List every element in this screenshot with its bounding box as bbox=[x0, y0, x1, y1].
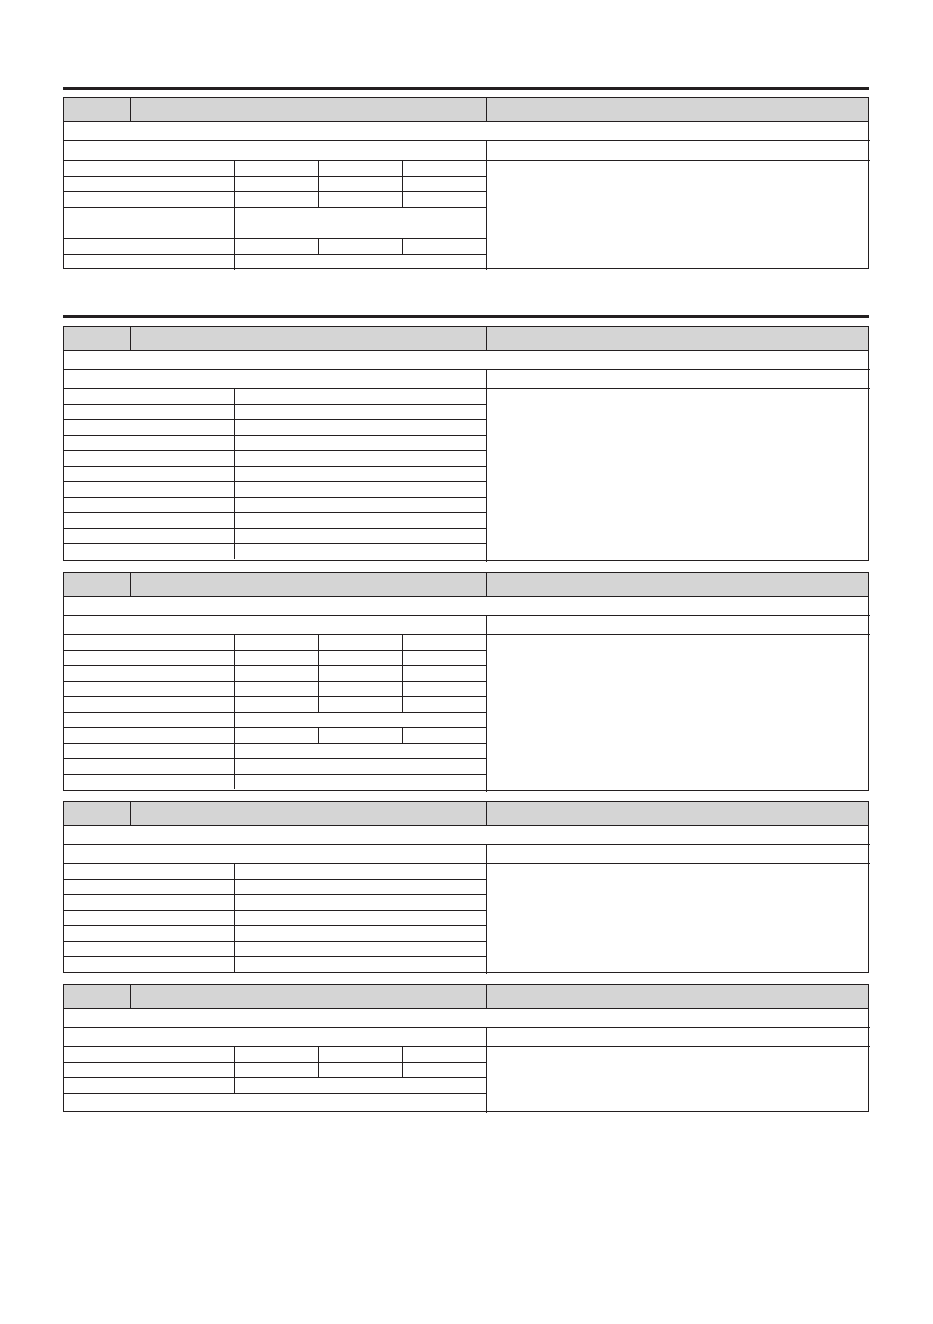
table-3-body-divider bbox=[486, 634, 487, 792]
table-1-row-5-label-divider bbox=[234, 254, 235, 270]
table-5-body-divider bbox=[486, 1046, 487, 1113]
table-4-body-divider bbox=[486, 863, 487, 974]
table-2-header-name bbox=[130, 327, 486, 350]
table-2-header-divider-1 bbox=[130, 327, 131, 350]
table-3-row-6-line bbox=[64, 743, 486, 744]
table-4-row-5-label-divider bbox=[234, 941, 235, 957]
table-3-row-1-label-divider bbox=[234, 650, 235, 666]
table-3-row-3-line bbox=[64, 696, 486, 697]
table-2-row-5-line bbox=[64, 481, 486, 482]
table-3-row-1-value-divider-2 bbox=[402, 650, 403, 666]
table-4-row-3-label-divider bbox=[234, 910, 235, 926]
table-3-row-0-line bbox=[64, 650, 486, 651]
table-2 bbox=[63, 326, 869, 561]
table-5-row-2-label-divider bbox=[234, 1077, 235, 1093]
table-1-row-1-value-divider-1 bbox=[318, 176, 319, 192]
table-4-row-1-line bbox=[64, 894, 486, 895]
table-5-header-name bbox=[130, 985, 486, 1008]
table-1-row-0-line bbox=[64, 176, 486, 177]
table-3-row-7-label-divider bbox=[234, 743, 235, 759]
table-1-sub-row-line bbox=[64, 160, 870, 161]
table-4-row-1-label-divider bbox=[234, 879, 235, 895]
table-2-row-1-line bbox=[64, 419, 486, 420]
table-5-header-divider-2 bbox=[486, 985, 487, 1008]
table-2-body-divider bbox=[486, 388, 487, 562]
table-1-title-row-line bbox=[64, 140, 870, 141]
table-1-row-2-label-divider bbox=[234, 191, 235, 207]
table-2-row-7-label-divider bbox=[234, 497, 235, 513]
table-1-row-2-line bbox=[64, 207, 486, 208]
table-5-row-1-value-divider-1 bbox=[318, 1062, 319, 1078]
table-1-header-divider-2 bbox=[486, 98, 487, 121]
table-3-sub-row-line bbox=[64, 634, 870, 635]
table-2-row-6-line bbox=[64, 497, 486, 498]
table-3-row-3-value-divider-2 bbox=[402, 681, 403, 697]
table-4-sub-row-line bbox=[64, 863, 870, 864]
table-3-header-name bbox=[130, 573, 486, 596]
table-3 bbox=[63, 572, 869, 791]
table-3-row-1-line bbox=[64, 665, 486, 666]
table-3-row-3-value-divider-1 bbox=[318, 681, 319, 697]
table-1-row-2-value-divider-1 bbox=[318, 191, 319, 207]
table-5-header-divider-1 bbox=[130, 985, 131, 1008]
table-5-row-2-line bbox=[64, 1093, 486, 1094]
table-3-header-description bbox=[486, 573, 870, 596]
table-1-row-4-label-divider bbox=[234, 238, 235, 254]
table-5-title-row-line bbox=[64, 1027, 870, 1028]
table-5-row-1-line bbox=[64, 1077, 486, 1078]
table-1-row-3-label-divider bbox=[234, 207, 235, 238]
table-3-row-0-label-divider bbox=[234, 634, 235, 650]
table-5-header-description bbox=[486, 985, 870, 1008]
table-1-row-1-line bbox=[64, 191, 486, 192]
table-4-header-name bbox=[130, 802, 486, 825]
table-2-row-2-label-divider bbox=[234, 419, 235, 435]
table-5-row-0-value-divider-2 bbox=[402, 1046, 403, 1062]
table-1-row-3-line bbox=[64, 238, 486, 239]
table-4-row-4-label-divider bbox=[234, 925, 235, 941]
table-4-row-2-line bbox=[64, 910, 486, 911]
table-2-row-2-line bbox=[64, 435, 486, 436]
table-1-row-4-value-divider-2 bbox=[402, 238, 403, 254]
table-4-header-code bbox=[64, 802, 130, 825]
table-3-title-row-line bbox=[64, 615, 870, 616]
section-1-rule bbox=[63, 87, 869, 90]
table-3-row-2-line bbox=[64, 681, 486, 682]
table-3-sub-row-divider bbox=[486, 615, 487, 634]
table-2-row-0-label-divider bbox=[234, 388, 235, 404]
table-5-row-0-value-divider-1 bbox=[318, 1046, 319, 1062]
table-3-row-9-label-divider bbox=[234, 774, 235, 790]
table-1-row-0-label-divider bbox=[234, 160, 235, 176]
table-2-sub-row-divider bbox=[486, 369, 487, 388]
table-2-row-10-label-divider bbox=[234, 543, 235, 559]
table-5-row-1-value-divider-2 bbox=[402, 1062, 403, 1078]
table-2-sub-row-line bbox=[64, 388, 870, 389]
table-4-header-divider-2 bbox=[486, 802, 487, 825]
table-2-header-code bbox=[64, 327, 130, 350]
table-4-row-3-line bbox=[64, 925, 486, 926]
table-2-row-4-label-divider bbox=[234, 450, 235, 466]
table-1-row-4-line bbox=[64, 254, 486, 255]
table-2-row-7-line bbox=[64, 512, 486, 513]
table-2-header-divider-2 bbox=[486, 327, 487, 350]
table-3-row-4-value-divider-2 bbox=[402, 696, 403, 712]
table-1 bbox=[63, 97, 869, 269]
table-4-header-description bbox=[486, 802, 870, 825]
table-4-row-6-label-divider bbox=[234, 956, 235, 972]
table-3-row-6-label-divider bbox=[234, 727, 235, 743]
table-1-row-1-value-divider-2 bbox=[402, 176, 403, 192]
table-3-row-2-value-divider-1 bbox=[318, 665, 319, 681]
table-3-row-2-value-divider-2 bbox=[402, 665, 403, 681]
table-5-header-code bbox=[64, 985, 130, 1008]
table-3-row-5-line bbox=[64, 727, 486, 728]
table-1-row-4-value-divider-1 bbox=[318, 238, 319, 254]
table-2-row-9-line bbox=[64, 543, 486, 544]
table-1-row-1-label-divider bbox=[234, 176, 235, 192]
table-1-header-divider-1 bbox=[130, 98, 131, 121]
table-5-sub-row-divider bbox=[486, 1027, 487, 1046]
table-1-header-code bbox=[64, 98, 130, 121]
table-3-row-8-label-divider bbox=[234, 758, 235, 774]
table-3-row-3-label-divider bbox=[234, 681, 235, 697]
table-4-row-5-line bbox=[64, 956, 486, 957]
table-4-row-0-label-divider bbox=[234, 863, 235, 879]
table-1-header-description bbox=[486, 98, 870, 121]
table-4-row-0-line bbox=[64, 879, 486, 880]
table-4-header-divider-1 bbox=[130, 802, 131, 825]
table-3-row-6-value-divider-1 bbox=[318, 727, 319, 743]
table-3-row-6-value-divider-2 bbox=[402, 727, 403, 743]
table-2-row-6-label-divider bbox=[234, 481, 235, 497]
table-4-sub-row-divider bbox=[486, 844, 487, 863]
table-1-sub-row-divider bbox=[486, 140, 487, 160]
table-1-header-name bbox=[130, 98, 486, 121]
table-2-row-0-line bbox=[64, 404, 486, 405]
table-3-row-8-line bbox=[64, 774, 486, 775]
table-2-row-3-line bbox=[64, 450, 486, 451]
table-2-row-8-line bbox=[64, 528, 486, 529]
table-4-row-2-label-divider bbox=[234, 894, 235, 910]
table-2-row-1-label-divider bbox=[234, 404, 235, 420]
table-1-row-0-value-divider-1 bbox=[318, 160, 319, 176]
table-4 bbox=[63, 801, 869, 973]
table-5-row-0-label-divider bbox=[234, 1046, 235, 1062]
table-4-title-row-line bbox=[64, 844, 870, 845]
table-1-row-0-value-divider-2 bbox=[402, 160, 403, 176]
table-3-row-4-value-divider-1 bbox=[318, 696, 319, 712]
table-3-header-code bbox=[64, 573, 130, 596]
table-2-row-4-line bbox=[64, 466, 486, 467]
table-2-row-9-label-divider bbox=[234, 528, 235, 544]
table-2-row-8-label-divider bbox=[234, 512, 235, 528]
table-3-row-4-label-divider bbox=[234, 696, 235, 712]
table-5-row-1-label-divider bbox=[234, 1062, 235, 1078]
table-5 bbox=[63, 984, 869, 1112]
table-3-row-7-line bbox=[64, 758, 486, 759]
table-3-row-0-value-divider-2 bbox=[402, 634, 403, 650]
table-2-title-row-line bbox=[64, 369, 870, 370]
table-3-header-divider-2 bbox=[486, 573, 487, 596]
table-3-header-divider-1 bbox=[130, 573, 131, 596]
table-4-row-4-line bbox=[64, 941, 486, 942]
table-5-row-0-line bbox=[64, 1062, 486, 1063]
table-2-header-description bbox=[486, 327, 870, 350]
table-1-body-divider bbox=[486, 160, 487, 270]
table-1-row-2-value-divider-2 bbox=[402, 191, 403, 207]
table-2-row-5-label-divider bbox=[234, 466, 235, 482]
table-2-row-3-label-divider bbox=[234, 435, 235, 451]
table-3-row-1-value-divider-1 bbox=[318, 650, 319, 666]
section-2-rule bbox=[63, 315, 869, 318]
table-3-row-0-value-divider-1 bbox=[318, 634, 319, 650]
table-5-sub-row-line bbox=[64, 1046, 870, 1047]
table-3-row-5-label-divider bbox=[234, 712, 235, 728]
table-3-row-4-line bbox=[64, 712, 486, 713]
table-3-row-2-label-divider bbox=[234, 665, 235, 681]
